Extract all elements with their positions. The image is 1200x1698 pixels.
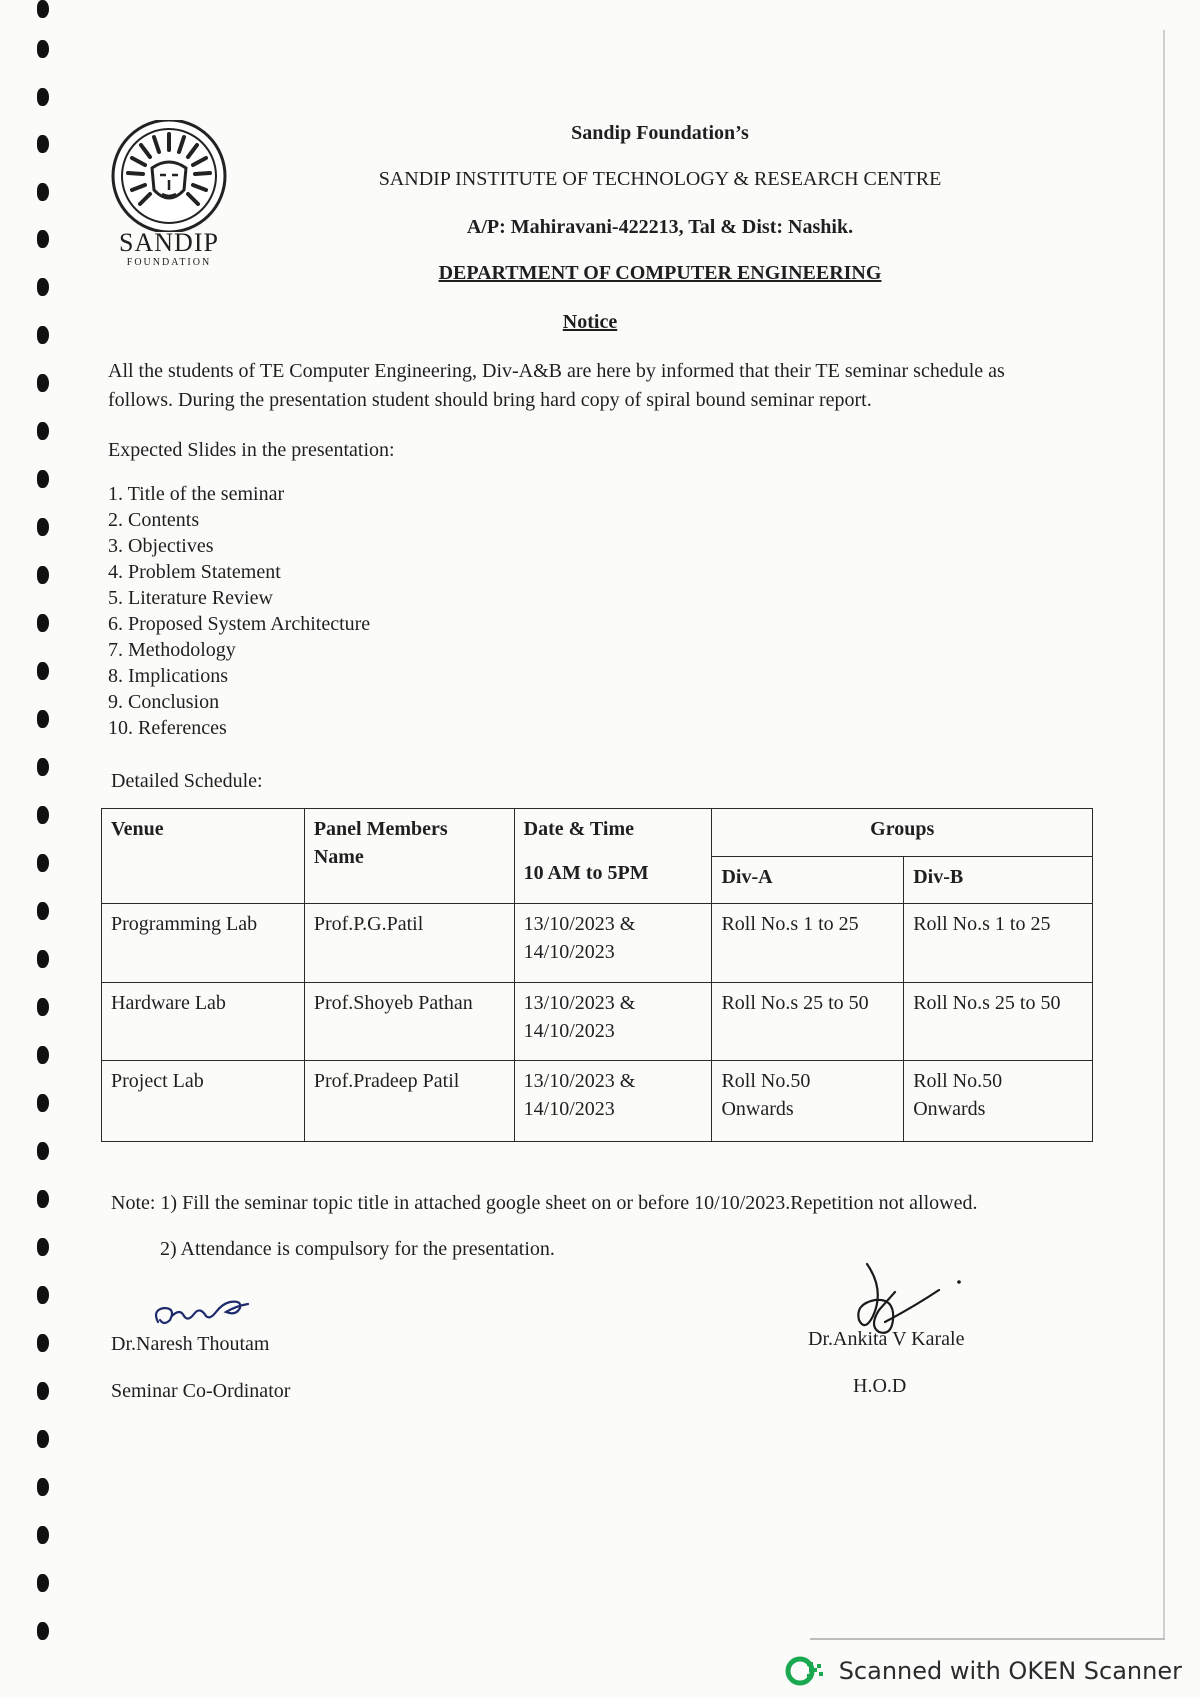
div-a-line-1: Roll No.s 25 to 50 [721, 991, 869, 1014]
list-item: 6. Proposed System Architecture [108, 613, 371, 635]
div-b-cell [904, 982, 1093, 1061]
header-panel [304, 809, 514, 904]
list-item: 9. Conclusion [108, 691, 220, 713]
foundation-name: Sandip Foundation’s [571, 122, 749, 144]
venue-cell: Hardware Lab [102, 982, 305, 1061]
div-a-cell [712, 982, 904, 1061]
page-edge-line [1163, 30, 1165, 1640]
sandip-logo [104, 120, 234, 270]
scanner-watermark [785, 1655, 1182, 1687]
div-b-line-2: Onwards [913, 1098, 986, 1121]
address: A/P: Mahiravani-422213, Tal & Dist: Nashik. [466, 216, 854, 238]
coordinator-name: Dr.Naresh Thoutam [111, 1333, 270, 1355]
coordinator-role: Seminar Co-Ordinator [111, 1380, 291, 1402]
div-b-cell [904, 903, 1093, 982]
venue-cell: Programming Lab [102, 903, 305, 982]
date-line-1: 13/10/2023 & [523, 1070, 636, 1093]
intro-line-2: follows. During the presentation student should bring hard copy of spiral bound seminar report. [108, 389, 872, 411]
slides-heading: Expected Slides in the presentation: [108, 439, 395, 461]
list-item: 7. Methodology [108, 639, 236, 661]
div-a-line-2: Onwards [721, 1098, 794, 1121]
header-time-line: 10 AM to 5PM [523, 862, 649, 884]
scanner-logo-icon [785, 1655, 827, 1687]
note-2: 2) Attendance is compulsory for the presentation. [160, 1238, 555, 1260]
date-cell [514, 982, 712, 1061]
list-item: 5. Literature Review [108, 587, 273, 609]
date-line-2: 14/10/2023 [523, 1019, 615, 1042]
header-panel-line-2: Name [313, 846, 364, 868]
list-item: 10. References [108, 717, 227, 739]
list-item: 4. Problem Statement [108, 561, 281, 583]
header-groups: Groups [712, 809, 1093, 857]
date-line-1: 13/10/2023 & [523, 991, 636, 1014]
intro-paragraph [108, 357, 1088, 415]
header-venue: Venue [102, 809, 305, 904]
date-line-1: 13/10/2023 & [523, 912, 636, 935]
lion-emblem-icon [108, 120, 230, 232]
div-b-line-1: Roll No.s 1 to 25 [913, 912, 1051, 935]
list-item: 1. Title of the seminar [108, 483, 285, 505]
scanner-watermark-text: Scanned with OKEN Scanner [838, 1657, 1182, 1685]
header-date-line: Date & Time [523, 818, 634, 840]
div-b-line-1: Roll No.s 25 to 50 [913, 991, 1061, 1014]
logo-name: SANDIP [119, 228, 219, 257]
table-row [102, 982, 1093, 1061]
div-a-cell [712, 903, 904, 982]
date-cell [514, 1061, 712, 1142]
panel-cell: Prof.P.G.Patil [304, 903, 514, 982]
logo-subtitle: FOUNDATION [126, 257, 212, 268]
list-item: 2. Contents [108, 509, 200, 531]
list-item: 8. Implications [108, 665, 228, 687]
venue-cell: Project Lab [102, 1061, 305, 1142]
intro-line-1: All the students of TE Computer Engineering, Div-A&B are here by informed that their TE seminar schedule as [108, 360, 1005, 382]
table-row [102, 903, 1093, 982]
list-item: 3. Objectives [108, 535, 214, 557]
header-div-a: Div-A [712, 857, 904, 903]
div-b-line-1: Roll No.50 [913, 1070, 1003, 1093]
div-a-line-1: Roll No.50 [721, 1070, 811, 1093]
div-a-cell [712, 1061, 904, 1142]
schedule-heading: Detailed Schedule: [111, 770, 263, 792]
page-bottom-line [810, 1638, 1165, 1640]
header-date [514, 809, 712, 904]
hod-name: Dr.Ankita V Karale [808, 1328, 965, 1350]
notice-title: Notice [562, 311, 618, 333]
table-row [102, 1061, 1093, 1142]
date-line-2: 14/10/2023 [523, 940, 615, 963]
date-line-2: 14/10/2023 [523, 1098, 615, 1121]
header-div-b: Div-B [904, 857, 1093, 903]
date-cell [514, 903, 712, 982]
div-a-line-1: Roll No.s 1 to 25 [721, 912, 859, 935]
note-1: Note: 1) Fill the seminar topic title in attached google sheet on or before 10/10/2023.Repetition not allowed. [111, 1192, 978, 1214]
header-panel-line-1: Panel Members [313, 818, 448, 840]
institute-name: SANDIP INSTITUTE OF TECHNOLOGY & RESEARCH CENTRE [378, 168, 942, 190]
panel-cell: Prof.Pradeep Patil [304, 1061, 514, 1142]
schedule-table [101, 808, 1093, 1142]
panel-cell: Prof.Shoyeb Pathan [304, 982, 514, 1061]
hod-role: H.O.D [853, 1375, 907, 1397]
department-name: DEPARTMENT OF COMPUTER ENGINEERING [438, 262, 882, 284]
div-b-cell [904, 1061, 1093, 1142]
